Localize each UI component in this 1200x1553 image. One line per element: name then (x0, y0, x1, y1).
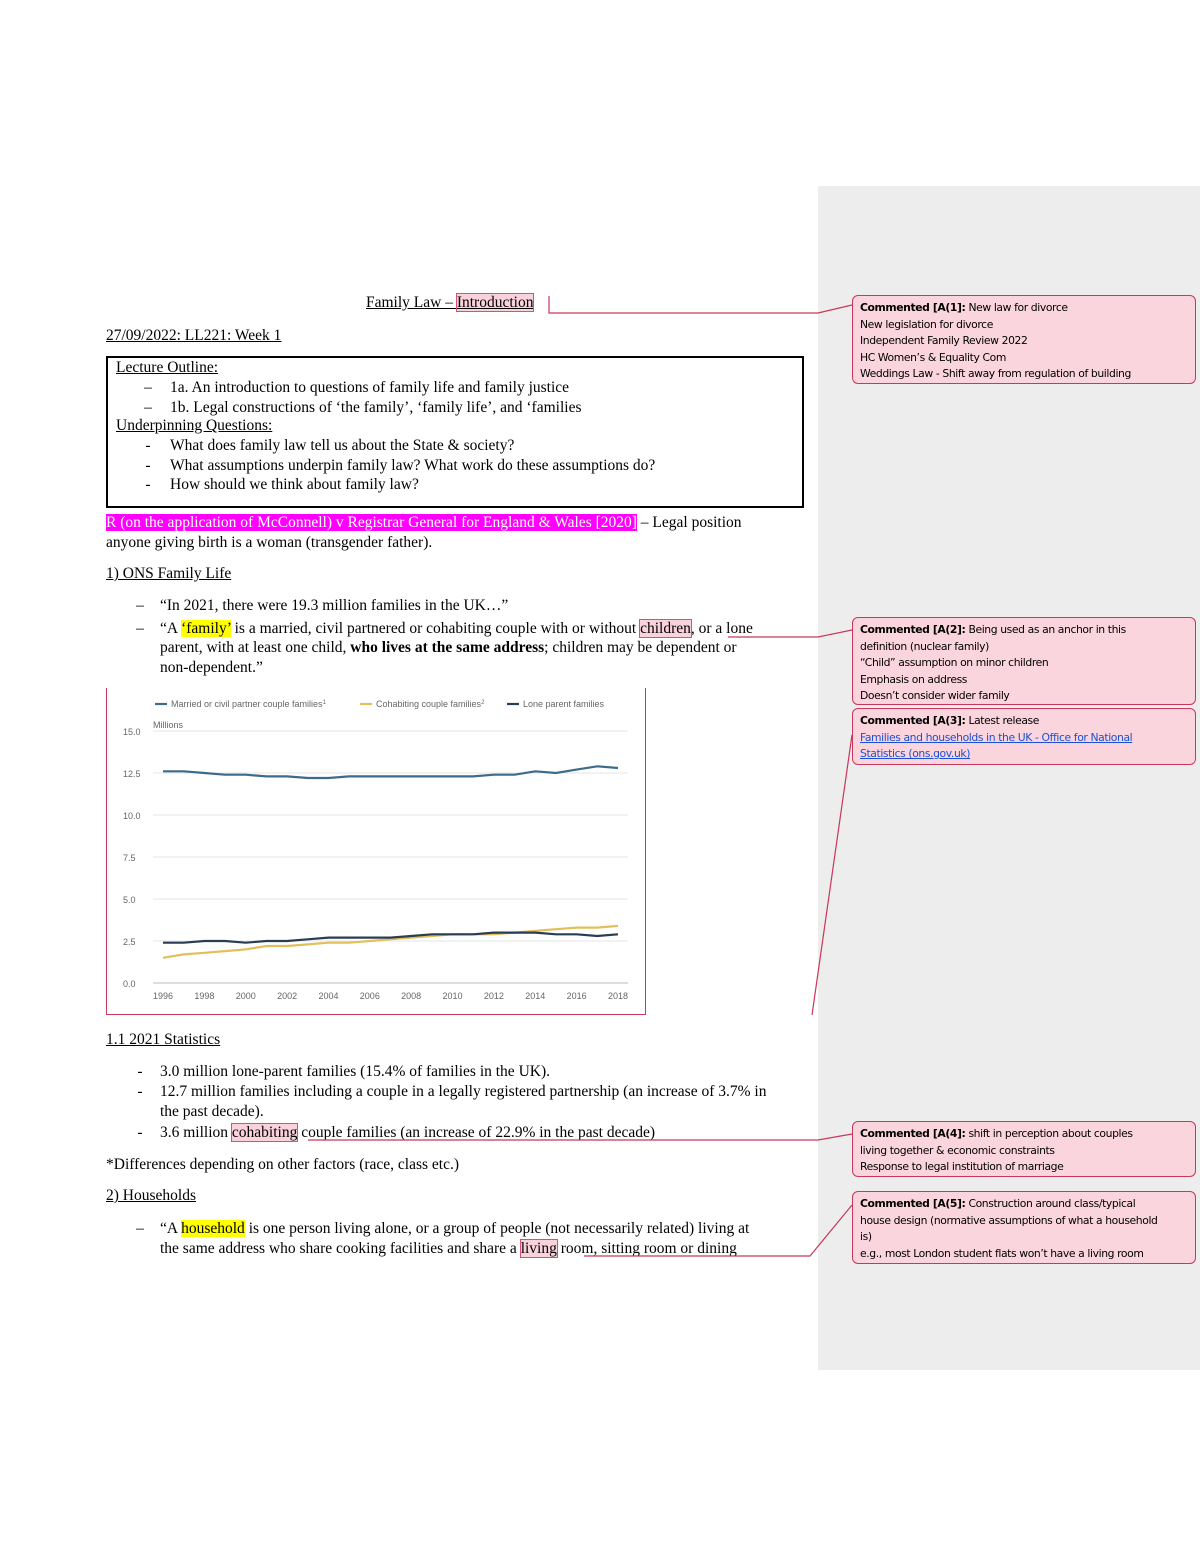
x-tick-label: 2006 (359, 991, 380, 1001)
y-tick-label: 2.5 (123, 937, 136, 947)
ons-quote-2-line-2: parent, with at least one child, who lives at the same address; children may be dependent or (160, 639, 737, 656)
comment-3[interactable] (852, 708, 1196, 765)
case-line-1: R (on the application of McConnell) v Registrar General for England & Wales [2020] – Legal position (106, 514, 742, 531)
ons-quote-2-line-3: non-dependent.” (160, 659, 263, 676)
comment-line: Weddings Law - Shift away from regulation of building (860, 367, 1131, 380)
document-page: Family Law – Introduction 27/09/2022: LL221: Week 1 Lecture Outline: – 1a. An introduction to questions of family life and family justice – 1b. Legal constructions of ‘the family’, ‘family life’, and ‘families Underpinning Questions: - What does family law tell us about the State & society? - What assumptions underpin family law? What work do these assumptions do? - How should we think about family law? R (on the application of McConnell) v Registrar General for England & Wales [2020] – Legal position anyone giving birth is a woman (transgender father). 1) ONS Family Life – “In 2021, there were 19.3 million families in the UK…” – “A ‘family’ is a married, civil partnered or cohabiting couple with or without children, or a lone parent, with at least one child, who lives at the same address; children may be dependent or non-dependent.” 0.0 2.5 5.0 7.5 10.0 12.5 15.0 Millions 1996 1998 2000 2002 2004 2006 2008 2010 2012 2014 2016 2018 Married or civil partner couple families$^1$ Cohabiting couple families$^2$ Lone parent families 1.1 2021 Statistics - 3.0 million lone-parent families (15.4% of families in the UK). - 12.7 million families including a couple in a legally registered partnership (an increase of 3.7% in the past decade). - 3.6 million cohabiting couple families (an increase of 22.9% in the past decade) *Differences depending on other factors (race, class etc.) 2) Households – “A household is one person living alone, or a group of people (not necessarily related) living at the same address who share cooking facilities and share a living room, sitting room or dining Commented [A(1]: New law for divorce New legislation for divorce Independent Family Review 2022 HC Women’s & Equality Com Weddings Law - Shift away from regulation of building Commented [A(2]: Being used as an anchor in this definition (nuclear family) “Child” assumption on minor children Emphasis on address Doesn’t consider wider family Commented [A(3]: Latest release Families and households in the UK - Office for National Statistics (ons.gov.uk) Commented [A(4]: shift in perception about couples living together & economic constraints Response to legal institution of marriage Commented [A(5]: Construction around class/typical house design (normative assumptions of what a household is) e.g., most London student flats won’t have a living room (0, 0, 1200, 1553)
x-tick-label: 2016 (566, 991, 587, 1001)
y-axis-label: Millions (153, 720, 184, 730)
connector-4 (308, 1134, 852, 1140)
legend-label: Cohabiting couple families$^2$ (376, 699, 485, 709)
x-tick-label: 2012 (483, 991, 504, 1001)
comment-line: definition (nuclear family) (860, 639, 989, 653)
connector-3 (812, 735, 852, 1015)
case-name: R (on the application of McConnell) v Registrar General for England & Wales [2020] (106, 514, 637, 531)
legend-label: Lone parent families (523, 699, 605, 709)
comment-line: Response to legal institution of marriage (860, 1160, 1064, 1173)
title-text: Family Law – (366, 294, 457, 311)
ons-heading: 1) ONS Family Life (106, 565, 232, 582)
x-tick-label: 2004 (318, 991, 339, 1001)
y-tick-label: 5.0 (123, 895, 136, 905)
comment-5[interactable] (852, 1191, 1196, 1264)
cohabiting-comment-anchor[interactable]: cohabiting (231, 1124, 298, 1141)
household-highlight: household (181, 1220, 245, 1237)
y-tick-label: 15.0 (123, 727, 141, 737)
stats-note: *Differences depending on other factors (race, class etc.) (106, 1156, 460, 1173)
comment-2[interactable] (852, 617, 1196, 705)
living-comment-anchor[interactable]: living (520, 1240, 557, 1257)
connector-5 (584, 1205, 852, 1256)
comment-line: Independent Family Review 2022 (860, 334, 1028, 347)
children-comment-anchor[interactable]: children (640, 620, 691, 637)
title-comment-anchor[interactable]: Introduction (456, 294, 534, 311)
comment-header: Commented [A(5]: Construction around class/typical (860, 1197, 1136, 1210)
legend-label: Married or civil partner couple families$^1$ (171, 699, 326, 709)
comment-header: Commented [A(1]: New law for divorce (860, 301, 1068, 314)
x-tick-label: 2010 (442, 991, 463, 1001)
stats-item-2-line-2: the past decade). (160, 1103, 264, 1120)
comment-line: house design (normative assumptions of what a household (860, 1213, 1158, 1227)
y-tick-label: 12.5 (123, 769, 141, 779)
comment-line: Emphasis on address (860, 672, 968, 686)
comment-line: “Child” assumption on minor children (860, 656, 1049, 669)
outline-heading: Lecture Outline: (116, 359, 218, 376)
x-tick-label: 1998 (194, 991, 215, 1001)
comment-link[interactable]: Families and households in the UK - Office for National (860, 730, 1133, 744)
comment-line: HC Women’s & Equality Com (860, 350, 1006, 364)
comment-4[interactable] (852, 1121, 1196, 1177)
stats-heading: 1.1 2021 Statistics (106, 1031, 221, 1048)
x-tick-label: 2018 (607, 991, 629, 1001)
comment-line: e.g., most London student flats won’t have a living room (860, 1246, 1144, 1260)
family-highlight: ‘family’ (181, 620, 231, 637)
x-tick-label: 2014 (525, 991, 546, 1001)
comment-line: living together & economic constraints (860, 1143, 1055, 1157)
comment-1[interactable] (852, 295, 1196, 384)
connector-1 (549, 296, 852, 313)
households-heading: 2) Households (106, 1187, 196, 1204)
y-tick-label: 7.5 (123, 853, 136, 863)
households-quote-line-2: the same address who share cooking facilities and share a living room, sitting room or dining (160, 1240, 737, 1257)
comment-line: is) (860, 1230, 872, 1243)
comment-header: Commented [A(2]: Being used as an anchor in this (860, 623, 1126, 636)
x-tick-label: 2002 (277, 991, 298, 1001)
questions-heading: Underpinning Questions: (116, 417, 273, 434)
connector-2 (728, 630, 852, 637)
x-tick-label: 2008 (401, 991, 422, 1001)
comment-header: Commented [A(4]: shift in perception about couples (860, 1127, 1133, 1140)
y-tick-label: 10.0 (123, 811, 141, 821)
date-text: 27/09/2022: LL221: Week 1 (106, 327, 282, 344)
comment-header: Commented [A(3]: Latest release (860, 714, 1040, 727)
comment-link[interactable]: Statistics (ons.gov.uk) (860, 747, 971, 760)
comment-line: Doesn’t consider wider family (860, 689, 1010, 702)
y-tick-label: 0.0 (123, 979, 136, 989)
comment-line: New legislation for divorce (860, 317, 993, 331)
x-tick-label: 1996 (152, 991, 174, 1001)
x-tick-label: 2000 (235, 991, 256, 1001)
case-line-2: anyone giving birth is a woman (transgender father). (106, 534, 433, 551)
